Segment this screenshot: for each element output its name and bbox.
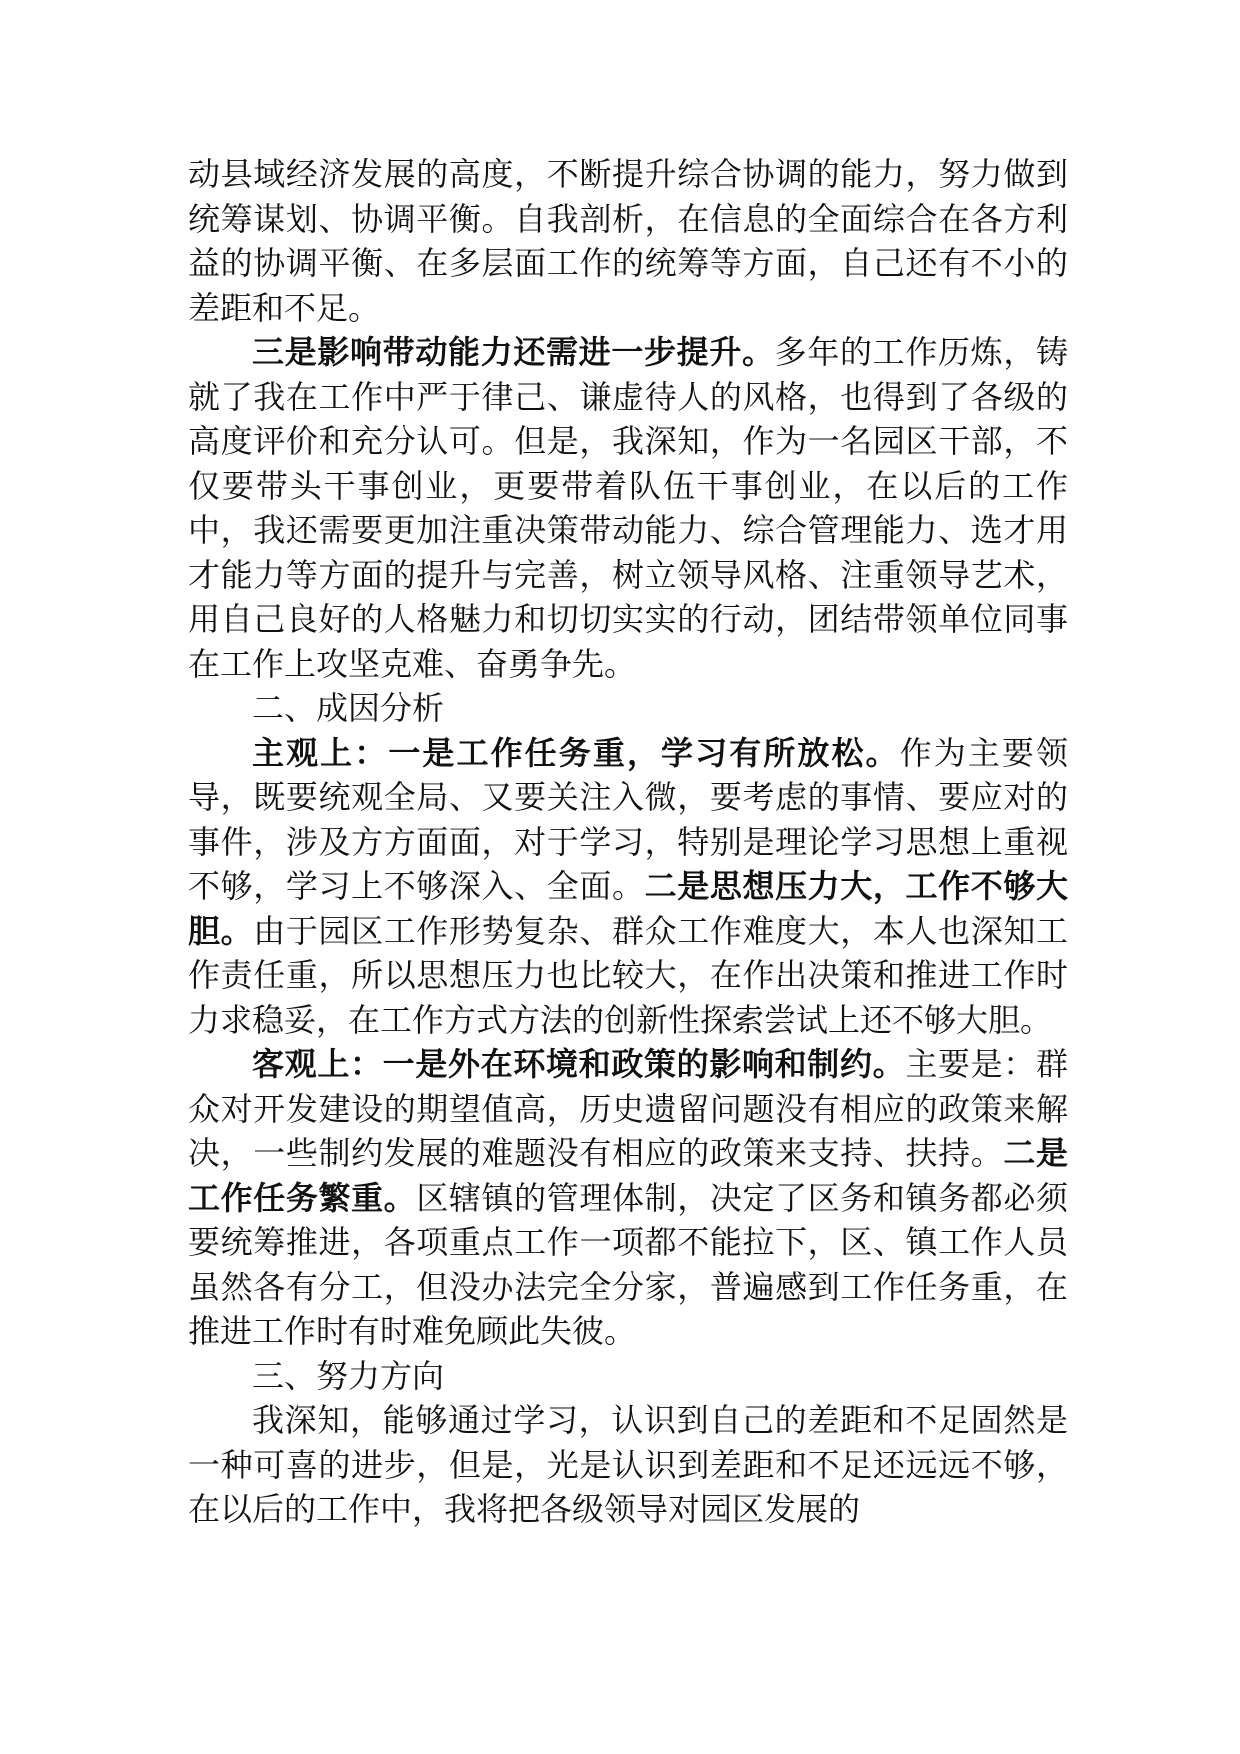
paragraph-text: 作为主要领导，既要统观全局、又要关注入微，要考虑的事情、要应对的事件，涉及方方面面，对于学习，特别是理论学习思想上重视不够，学习上不够深入、全面。: [188, 733, 1068, 905]
paragraph-bold-lead: 主观上：一是工作任务重，学习有所放松。: [252, 733, 900, 772]
paragraph-influence-ability: [188, 330, 1068, 686]
paragraph-text: 主要是：群众对开发建设的期望值高，历史遗留问题没有相应的政策来解决，一些制约发展的难题没有相应的政策来支持、扶持。: [188, 1045, 1068, 1172]
paragraph-text: 区辖镇的管理体制，决定了区务和镇务都必须要统筹推进，各项重点工作一项都不能拉下，区、镇工作人员虽然各有分工，但没办法完全分家，普遍感到工作任务重，在推进工作时有时难免顾此失彼。: [188, 1178, 1068, 1350]
paragraph-bold-point: 二是思想压力大，工作不够大胆。: [188, 867, 1068, 950]
paragraph-subjective: [188, 731, 1068, 1043]
paragraph-continuation: [188, 152, 1068, 330]
paragraph-objective: [188, 1042, 1068, 1354]
heading-text: 三、努力方向: [252, 1356, 445, 1395]
paragraph-bold-lead: 客观上：一是外在环境和政策的影响和制约。: [252, 1045, 906, 1083]
paragraph-direction-intro: [188, 1398, 1068, 1532]
document-page: [188, 152, 1068, 1532]
paragraph-text: 动县域经济发展的高度，不断提升综合协调的能力，努力做到统筹谋划、协调平衡。自我剖析，在信息的全面综合在各方利益的协调平衡、在多层面工作的统筹等方面，自己还有不小的差距和不足。: [188, 155, 1068, 327]
section-heading-direction: [188, 1354, 1068, 1399]
paragraph-text: 我深知，能够通过学习，认识到自己的差距和不足固然是一种可喜的进步，但是，光是认识到差距和不足还远远不够，在以后的工作中，我将把各级领导对园区发展的: [188, 1401, 1068, 1528]
paragraph-text: 多年的工作历炼，铸就了我在工作中严于律己、谦虚待人的风格，也得到了各级的高度评价和充分认可。但是，我深知，作为一名园区干部，不仅要带头干事创业，更要带着队伍干事创业，在以后的工作中，我还需要更加注重决策带动能力、综合管理能力、选才用才能力等方面的提升与完善，树立领导风格、注重领导艺术，用自己良好的人格魅力和切切实实的行动，团结带领单位同事在工作上攻坚克难、奋勇争先。: [188, 333, 1068, 683]
section-heading-cause-analysis: [188, 686, 1068, 731]
paragraph-bold-point: 二是工作任务繁重。: [188, 1134, 1068, 1217]
paragraph-text: 由于园区工作形势复杂、群众工作难度大，本人也深知工作责任重，所以思想压力也比较大，在作出决策和推进工作时力求稳妥，在工作方式方法的创新性探索尝试上还不够大胆。: [188, 911, 1068, 1039]
paragraph-bold-lead: 三是影响带动能力还需进一步提升。: [252, 333, 775, 371]
heading-text: 二、成因分析: [252, 689, 445, 727]
